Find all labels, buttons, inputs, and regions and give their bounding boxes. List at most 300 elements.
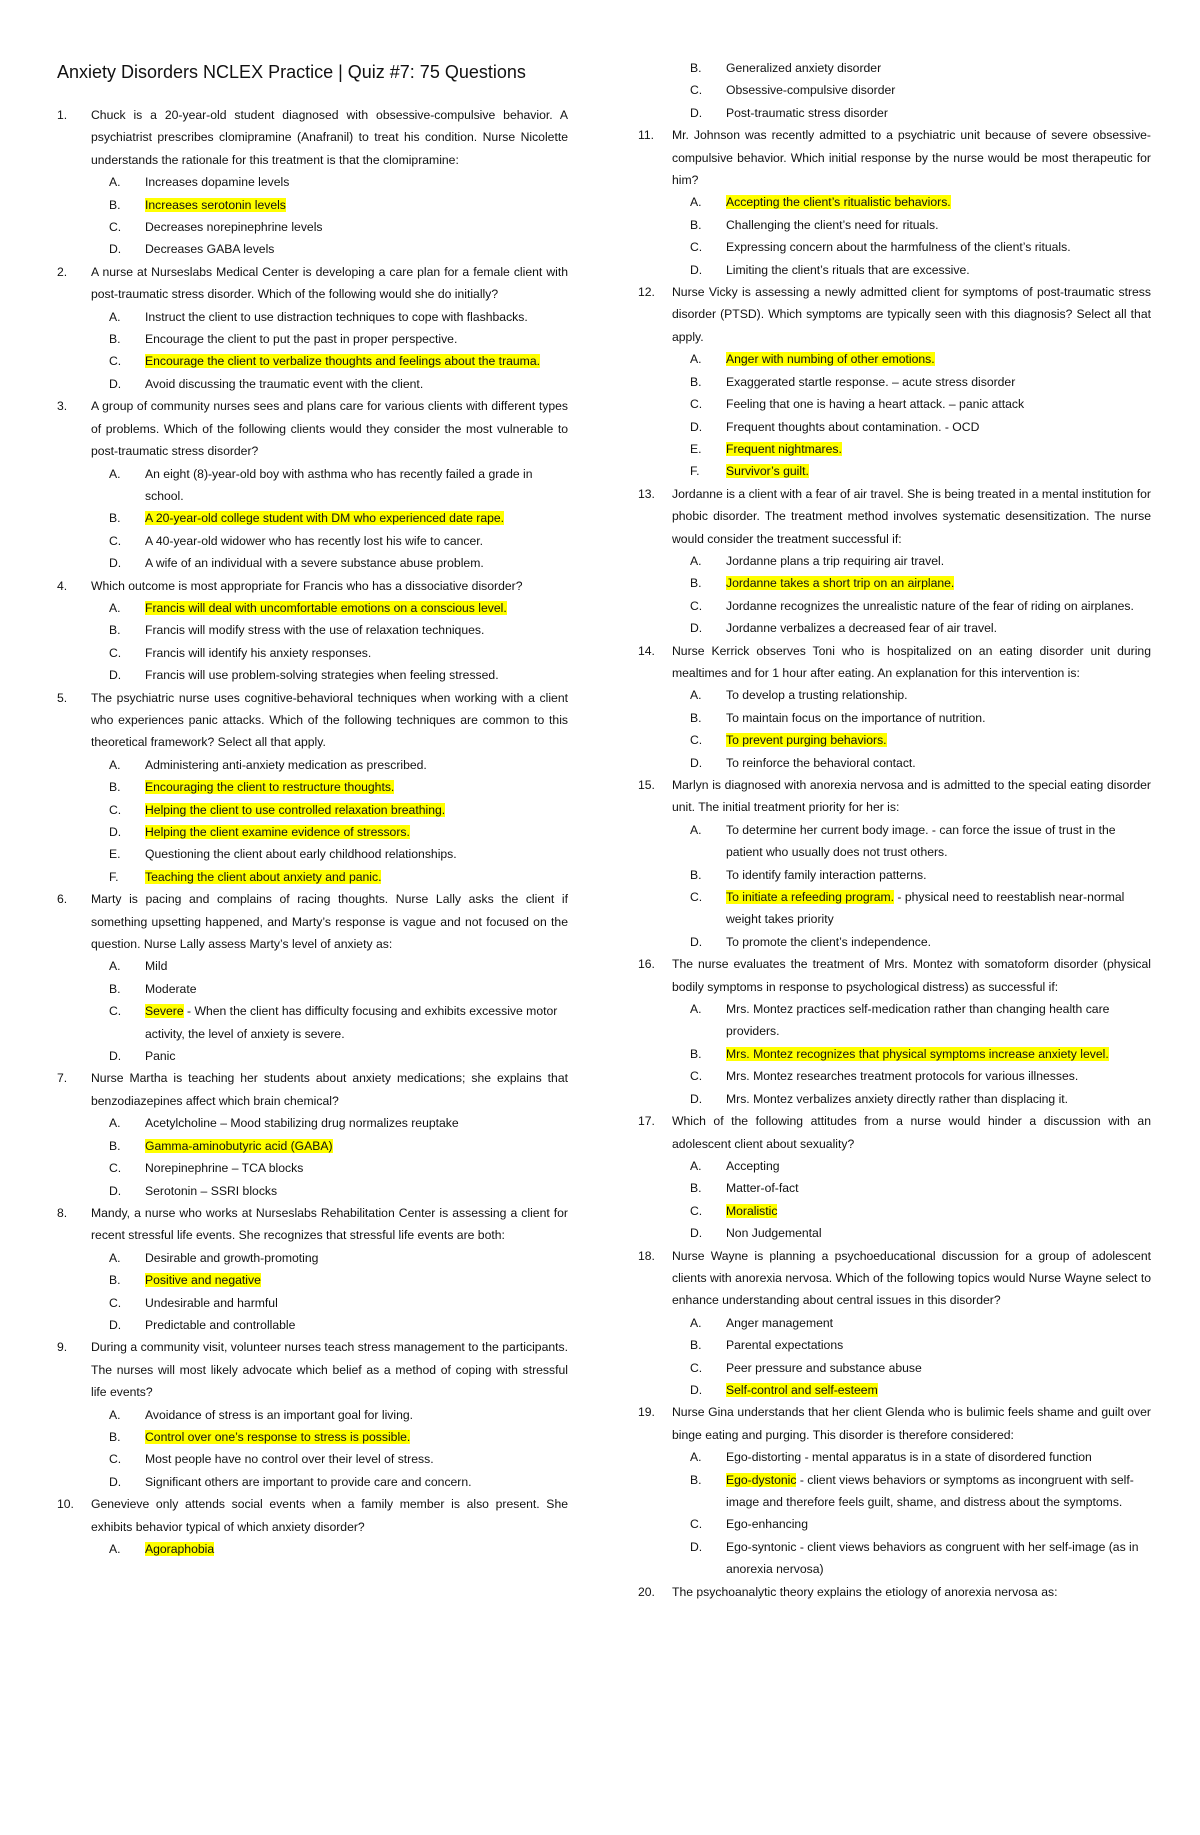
correct-answer-text: To initiate a refeeding program. [726, 890, 895, 905]
question-number: 14. [638, 643, 655, 658]
question-item [638, 1581, 1151, 1603]
option-letter: B. [109, 1429, 121, 1444]
answer-option [638, 1446, 1151, 1468]
answer-option [57, 955, 568, 977]
option-letter: D. [690, 105, 703, 120]
answer-option [57, 1000, 568, 1045]
option-text: Moderate [145, 981, 197, 996]
question-item [638, 774, 1151, 819]
question-number: 2. [57, 264, 68, 279]
option-text: Post-traumatic stress disorder [726, 105, 888, 120]
option-letter: B. [109, 981, 121, 996]
answer-option [57, 1426, 568, 1448]
question-text: Which of the following attitudes from a nurse would hinder a discussion with an adolescent client about sexuality? [672, 1114, 1151, 1151]
correct-answer-text: Survivor’s guilt. [726, 464, 809, 479]
option-letter: B. [690, 867, 702, 882]
answer-option [638, 998, 1151, 1043]
question-number: 15. [638, 778, 655, 792]
question-number: 18. [638, 1248, 655, 1263]
question-text: Mandy, a nurse who works at Nurseslabs Rehabilitation Center is assessing a client for recent stressful life events. She recognizes that stressful life events are both: [91, 1205, 568, 1243]
answer-option [57, 664, 568, 686]
option-letter: A. [690, 1450, 702, 1465]
question-number: 9. [57, 1340, 68, 1355]
answer-option [638, 393, 1151, 415]
option-letter: F. [109, 869, 119, 884]
option-letter: A. [109, 1250, 121, 1265]
question-number: 17. [638, 1114, 655, 1129]
option-letter: B. [109, 197, 121, 212]
correct-answer-text: Ego-dystonic [726, 1472, 797, 1487]
correct-answer-text: Francis will deal with uncomfortable emotions on a conscious level. [145, 600, 507, 615]
option-letter: C. [109, 354, 122, 369]
option-text: Limiting the client’s rituals that are excessive. [726, 262, 970, 277]
option-letter: C. [690, 1360, 703, 1375]
answer-option [57, 1269, 568, 1291]
option-letter: B. [109, 332, 121, 347]
option-letter: C. [109, 645, 122, 660]
option-text: Francis will use problem-solving strategies when feeling stressed. [145, 668, 499, 683]
option-letter: A. [690, 352, 702, 367]
option-letter: A. [690, 1158, 702, 1173]
answer-option [57, 530, 568, 552]
answer-option [57, 328, 568, 350]
answer-option [57, 463, 568, 508]
answer-option [638, 1155, 1151, 1177]
option-letter: B. [690, 61, 702, 75]
option-text: To promote the client’s independence. [726, 934, 932, 949]
option-letter: D. [690, 934, 703, 949]
option-letter: D. [690, 1382, 703, 1397]
option-text: Obsessive-compulsive disorder [726, 83, 896, 98]
option-text: Serotonin – SSRI blocks [145, 1183, 278, 1198]
option-letter: A. [109, 1407, 121, 1422]
option-letter: A. [690, 822, 702, 837]
option-letter: C. [690, 890, 703, 905]
answer-option [57, 1448, 568, 1470]
option-text: To identify family interaction patterns. [726, 867, 927, 882]
question-item [638, 1110, 1151, 1155]
answer-option [57, 1247, 568, 1269]
correct-answer-text: Severe [145, 1004, 184, 1019]
option-letter: A. [109, 600, 121, 615]
option-text: Mrs. Montez practices self-medication rather than changing health care providers. [726, 1002, 1110, 1039]
answer-option [57, 1045, 568, 1067]
question-item [638, 1401, 1151, 1446]
answer-option [638, 371, 1151, 393]
answer-option [57, 1135, 568, 1157]
answer-option [638, 1088, 1151, 1110]
option-letter: C. [109, 802, 122, 817]
correct-answer-text: Frequent nightmares. [726, 441, 842, 456]
option-text: Panic [145, 1049, 176, 1064]
answer-option [57, 597, 568, 619]
question-number: 7. [57, 1071, 68, 1086]
answer-option [638, 1469, 1151, 1514]
answer-option [57, 552, 568, 574]
answer-option [57, 350, 568, 372]
option-text: Frequent thoughts about contamination. - OCD [726, 419, 980, 434]
answer-option [638, 1312, 1151, 1334]
answer-option [638, 79, 1151, 101]
answer-option [638, 348, 1151, 370]
option-letter: D. [109, 1317, 122, 1332]
answer-option [57, 821, 568, 843]
option-letter: C. [690, 733, 703, 748]
answer-option [57, 373, 568, 395]
option-letter: D. [690, 1226, 703, 1241]
question-text: Marlyn is diagnosed with anorexia nervosa and is admitted to the special eating disorder unit. The initial treatment priority for her is: [672, 778, 1151, 815]
answer-option [57, 1180, 568, 1202]
option-letter: D. [109, 1474, 122, 1489]
right-column [638, 57, 1151, 1603]
correct-answer-text: Anger with numbing of other emotions. [726, 352, 935, 367]
answer-option [638, 1379, 1151, 1401]
option-text: Mrs. Montez researches treatment protocols for various illnesses. [726, 1069, 1079, 1084]
question-item [638, 640, 1151, 685]
question-text: Nurse Martha is teaching her students about anxiety medications; she explains that benzodiazepines affect which brain chemical? [91, 1071, 568, 1108]
option-text: Ego-distorting - mental apparatus is in a state of disordered function [726, 1450, 1092, 1465]
answer-option [638, 1536, 1151, 1581]
option-text: Questioning the client about early childhood relationships. [145, 847, 457, 862]
question-number: 5. [57, 690, 68, 705]
question-text: Nurse Gina understands that her client Glenda who is bulimic feels shame and guilt over binge eating and purging. This disorder is therefore considered: [672, 1405, 1151, 1442]
answer-option [638, 1334, 1151, 1356]
option-letter: D. [109, 1183, 122, 1198]
option-letter: B. [109, 1273, 121, 1288]
option-letter: C. [109, 1452, 122, 1467]
document-title: Anxiety Disorders NCLEX Practice | Quiz #7: 75 Questions [57, 62, 526, 82]
option-letter: D. [109, 825, 122, 839]
question-number: 10. [57, 1497, 74, 1512]
option-text: An eight (8)-year-old boy with asthma who has recently failed a grade in school. [145, 466, 533, 503]
option-letter: C. [690, 240, 703, 255]
answer-option [57, 1157, 568, 1179]
question-number: 6. [57, 892, 68, 907]
question-text: The psychoanalytic theory explains the etiology of anorexia nervosa as: [672, 1584, 1058, 1599]
option-text: A wife of an individual with a severe substance abuse problem. [145, 556, 484, 571]
answer-option [638, 438, 1151, 460]
option-text: Acetylcholine – Mood stabilizing drug normalizes reuptake [145, 1116, 459, 1131]
question-number: 1. [57, 108, 68, 122]
option-letter: B. [690, 710, 702, 725]
answer-option [638, 886, 1151, 931]
option-letter: A. [109, 466, 121, 481]
option-letter: E. [690, 441, 702, 456]
answer-option [638, 102, 1151, 124]
option-text: A 40-year-old widower who has recently lost his wife to cancer. [145, 533, 484, 548]
question-item [638, 953, 1151, 998]
question-number: 19. [638, 1405, 655, 1420]
option-letter: B. [109, 511, 121, 526]
option-letter: A. [109, 757, 121, 772]
question-item [57, 1202, 568, 1247]
question-text: The nurse evaluates the treatment of Mrs. Montez with somatoform disorder (physical bodily symptoms in response to psychological distress) as successful if: [672, 957, 1151, 994]
answer-option [57, 216, 568, 238]
answer-option [57, 194, 568, 216]
question-text: A nurse at Nurseslabs Medical Center is developing a care plan for a female client with post-traumatic stress disorder. Which of the following would she do initially? [91, 264, 568, 302]
option-letter: A. [690, 195, 702, 210]
answer-option [638, 416, 1151, 438]
question-number: 3. [57, 399, 68, 414]
answer-option [57, 642, 568, 664]
option-letter: D. [109, 242, 122, 257]
answer-option [638, 1357, 1151, 1379]
question-item [57, 104, 568, 171]
option-letter: B. [109, 780, 121, 795]
option-text: Mrs. Montez verbalizes anxiety directly rather than displacing it. [726, 1091, 1069, 1106]
option-text: Norepinephrine – TCA blocks [145, 1161, 304, 1176]
option-text: Challenging the client’s need for rituals. [726, 217, 939, 232]
answer-option [638, 684, 1151, 706]
answer-option [638, 1065, 1151, 1087]
correct-answer-text: Accepting the client’s ritualistic behaviors. [726, 195, 951, 210]
question-text: Nurse Kerrick observes Toni who is hospitalized on an eating disorder unit during mealtimes and for 1 hour after eating. An explanation for this intervention is: [672, 643, 1151, 680]
option-text: Anger management [726, 1315, 834, 1330]
option-text: Ego-syntonic - client views behaviors as congruent with her self-image (as in anorexia nervosa) [726, 1539, 1139, 1577]
option-letter: D. [690, 1539, 703, 1554]
answer-option [638, 214, 1151, 236]
option-text: To maintain focus on the importance of nutrition. [726, 710, 986, 725]
question-text: Which outcome is most appropriate for Francis who has a dissociative disorder? [91, 578, 523, 593]
answer-option [638, 236, 1151, 258]
option-text: Parental expectations [726, 1338, 844, 1353]
answer-option [57, 238, 568, 260]
option-letter: A. [109, 1116, 121, 1131]
option-text: Exaggerated startle response. – acute stress disorder [726, 374, 1016, 389]
option-text: Jordanne recognizes the unrealistic nature of the fear of riding on airplanes. [726, 598, 1134, 613]
answer-option [57, 1538, 568, 1560]
answer-option [57, 754, 568, 776]
answer-option [57, 507, 568, 529]
question-text: Marty is pacing and complains of racing thoughts. Nurse Lally asks the client if something upsetting happened, and Marty’s response is vague and not focused on the question. Nurse Lally assess Marty’s level of anxiety as: [91, 892, 568, 952]
option-letter: F. [690, 464, 700, 479]
option-text: Ego-enhancing [726, 1517, 808, 1532]
option-letter: A. [690, 1002, 702, 1017]
option-letter: D. [109, 1049, 122, 1064]
question-text: Mr. Johnson was recently admitted to a psychiatric unit because of severe obsessive-compulsive behavior. Which initial response by the nurse would be most therapeutic for him? [672, 128, 1151, 188]
correct-answer-text: Jordanne takes a short trip on an airplane. [726, 576, 955, 591]
question-number: 13. [638, 486, 655, 501]
answer-option [57, 1292, 568, 1314]
option-letter: D. [690, 262, 703, 277]
option-text: Accepting [726, 1158, 780, 1173]
answer-option [638, 57, 1151, 79]
correct-answer-text: Increases serotonin levels [145, 197, 286, 212]
option-letter: C. [690, 1203, 703, 1218]
option-letter: C. [690, 397, 703, 412]
question-item [638, 124, 1151, 191]
question-item [57, 687, 568, 754]
question-number: 16. [638, 957, 655, 972]
question-item [57, 1067, 568, 1112]
option-text: Most people have no control over their level of stress. [145, 1452, 434, 1467]
rationale-note: - physical need to reestablish near-normal weight takes priority [726, 890, 1125, 927]
option-letter: B. [109, 1138, 121, 1153]
option-text: Peer pressure and substance abuse [726, 1360, 922, 1375]
answer-option [57, 843, 568, 865]
answer-option [57, 1112, 568, 1134]
option-letter: D. [690, 1091, 703, 1106]
answer-option [638, 729, 1151, 751]
option-letter: B. [690, 1046, 702, 1061]
question-item [638, 281, 1151, 348]
option-letter: B. [690, 1181, 702, 1196]
option-letter: C. [109, 1004, 122, 1019]
option-letter: A. [109, 309, 121, 324]
option-letter: C. [109, 1161, 122, 1176]
answer-option [638, 617, 1151, 639]
correct-answer-text: Control over one’s response to stress is possible. [145, 1429, 411, 1444]
option-text: To develop a trusting relationship. [726, 688, 908, 703]
option-letter: B. [690, 1338, 702, 1353]
correct-answer-text: Moralistic [726, 1203, 778, 1218]
answer-option [638, 191, 1151, 213]
question-item [57, 1493, 568, 1538]
option-text: Non Judgemental [726, 1226, 822, 1241]
option-text: Jordanne plans a trip requiring air travel. [726, 553, 945, 568]
answer-option [57, 1404, 568, 1426]
option-letter: D. [109, 376, 122, 391]
correct-answer-text: A 20-year-old college student with DM who experienced date rape. [145, 511, 505, 526]
correct-answer-text: Self-control and self-esteem [726, 1382, 878, 1397]
option-letter: B. [690, 1472, 702, 1487]
option-text: Francis will identify his anxiety responses. [145, 645, 372, 660]
option-text: To reinforce the behavioral contact. [726, 755, 916, 770]
question-item [638, 483, 1151, 550]
option-letter: D. [109, 668, 122, 683]
option-text: Administering anti-anxiety medication as prescribed. [145, 757, 427, 772]
answer-option [638, 931, 1151, 953]
option-letter: C. [690, 83, 703, 98]
answer-option [638, 1043, 1151, 1065]
option-text: Instruct the client to use distraction techniques to cope with flashbacks. [145, 309, 528, 324]
answer-option [638, 550, 1151, 572]
correct-answer-text: Helping the client to use controlled relaxation breathing. [145, 802, 446, 817]
question-number: 20. [638, 1584, 655, 1599]
option-text: Decreases GABA levels [145, 242, 275, 257]
answer-option [57, 619, 568, 641]
correct-answer-text: Agoraphobia [145, 1542, 215, 1556]
option-text: Mild [145, 959, 168, 974]
question-item [57, 888, 568, 955]
option-letter: B. [690, 374, 702, 389]
correct-answer-text: To prevent purging behaviors. [726, 733, 887, 748]
answer-option [57, 866, 568, 888]
option-text: Desirable and growth-promoting [145, 1250, 319, 1265]
option-text: Avoidance of stress is an important goal for living. [145, 1407, 414, 1422]
option-text: Generalized anxiety disorder [726, 61, 882, 75]
correct-answer-text: Positive and negative [145, 1273, 261, 1288]
option-text: Matter-of-fact [726, 1181, 799, 1196]
option-letter: C. [109, 533, 122, 548]
answer-option [638, 1200, 1151, 1222]
answer-option [638, 752, 1151, 774]
option-letter: D. [109, 556, 122, 571]
option-text: Undesirable and harmful [145, 1295, 278, 1310]
answer-option [57, 1314, 568, 1336]
answer-option [57, 799, 568, 821]
question-number: 4. [57, 578, 68, 593]
option-letter: D. [690, 755, 703, 770]
option-letter: C. [109, 1295, 122, 1310]
option-letter: C. [690, 1517, 703, 1532]
answer-option [638, 1177, 1151, 1199]
option-letter: A. [109, 1542, 121, 1556]
answer-option [638, 259, 1151, 281]
option-letter: B. [690, 576, 702, 591]
left-column [57, 58, 568, 1560]
option-text: Jordanne verbalizes a decreased fear of air travel. [726, 621, 997, 636]
option-letter: C. [109, 220, 122, 235]
question-number: 12. [638, 285, 655, 300]
answer-option [638, 1513, 1151, 1535]
question-text: Jordanne is a client with a fear of air travel. She is being treated in a mental institution for phobic disorder. The treatment method involves systematic desensitization. The nurse would consider the treatment successful if: [672, 486, 1151, 546]
option-letter: C. [690, 1069, 703, 1084]
answer-option [638, 460, 1151, 482]
question-item [57, 1336, 568, 1403]
answer-option [57, 1471, 568, 1493]
question-text: A group of community nurses sees and plans care for various clients with different types of problems. Which of the following clients would they consider the most vulnerable to post-traumatic stress disorder? [91, 399, 568, 459]
option-letter: C. [690, 598, 703, 613]
rationale-note: - When the client has difficulty focusing and exhibits excessive motor activity, the level of anxiety is severe. [145, 1004, 558, 1041]
correct-answer-text: Helping the client examine evidence of stressors. [145, 825, 410, 839]
rationale-note: - client views behaviors or symptoms as incongruent with self-image and therefore feels guilt, shame, and distress about the symptoms. [726, 1472, 1134, 1509]
answer-option [638, 864, 1151, 886]
option-text: Francis will modify stress with the use of relaxation techniques. [145, 623, 485, 638]
option-text: Feeling that one is having a heart attack. – panic attack [726, 397, 1025, 412]
right-question-list [638, 57, 1151, 1603]
answer-option [57, 978, 568, 1000]
question-text: Nurse Wayne is planning a psychoeducational discussion for a group of adolescent clients with anorexia nervosa. Which of the following topics would Nurse Wayne select to enhance understanding about central issues in this disorder? [672, 1248, 1151, 1308]
option-letter: D. [690, 621, 703, 636]
answer-option [638, 1222, 1151, 1244]
correct-answer-text: Teaching the client about anxiety and panic. [145, 869, 382, 884]
option-text: Expressing concern about the harmfulness of the client’s rituals. [726, 240, 1071, 255]
option-letter: A. [109, 959, 121, 974]
correct-answer-text: Gamma-aminobutyric acid (GABA) [145, 1138, 333, 1153]
question-text: Genevieve only attends social events when a family member is also present. She exhibits behavior typical of which anxiety disorder? [91, 1497, 568, 1534]
question-text: Nurse Vicky is assessing a newly admitted client for symptoms of post-traumatic stress disorder (PTSD). Which symptoms are typically seen with this diagnosis? Select all that apply. [672, 285, 1151, 344]
option-letter: A. [690, 1315, 702, 1330]
question-text: The psychiatric nurse uses cognitive-behavioral techniques when working with a client who experiences panic attacks. Which of the following techniques are common to this theoretical framework? Select all that apply. [91, 690, 568, 750]
option-text: Decreases norepinephrine levels [145, 220, 323, 235]
answer-option [57, 306, 568, 328]
question-text: Chuck is a 20-year-old student diagnosed with obsessive-compulsive behavior. A psychiatrist prescribes clomipramine (Anafranil) to treat his condition. Nurse Nicolette understands the rationale for this treatment is that the clomipramine: [91, 108, 568, 167]
answer-option [638, 595, 1151, 617]
question-item [57, 261, 568, 306]
answer-option [638, 707, 1151, 729]
option-letter: B. [690, 217, 702, 232]
option-letter: E. [109, 847, 121, 862]
option-text: Predictable and controllable [145, 1317, 296, 1332]
option-letter: A. [690, 553, 702, 568]
option-text: Avoid discussing the traumatic event with the client. [145, 376, 424, 391]
left-question-list [57, 104, 568, 1560]
question-number: 8. [57, 1205, 68, 1220]
option-text: To determine her current body image. - can force the issue of trust in the patient who usually does not trust others. [726, 822, 1116, 860]
answer-option [638, 819, 1151, 864]
correct-answer-text: Encouraging the client to restructure thoughts. [145, 780, 395, 795]
question-item [638, 1245, 1151, 1312]
question-item [57, 395, 568, 462]
option-letter: D. [690, 419, 703, 434]
answer-option [638, 572, 1151, 594]
option-letter: A. [109, 175, 121, 190]
question-item [57, 575, 568, 597]
question-text: During a community visit, volunteer nurses teach stress management to the participants. The nurses will most likely advocate which belief as a method of coping with stressful life events? [91, 1340, 568, 1400]
option-text: Significant others are important to provide care and concern. [145, 1474, 472, 1489]
correct-answer-text: Encourage the client to verbalize thoughts and feelings about the trauma. [145, 354, 540, 369]
